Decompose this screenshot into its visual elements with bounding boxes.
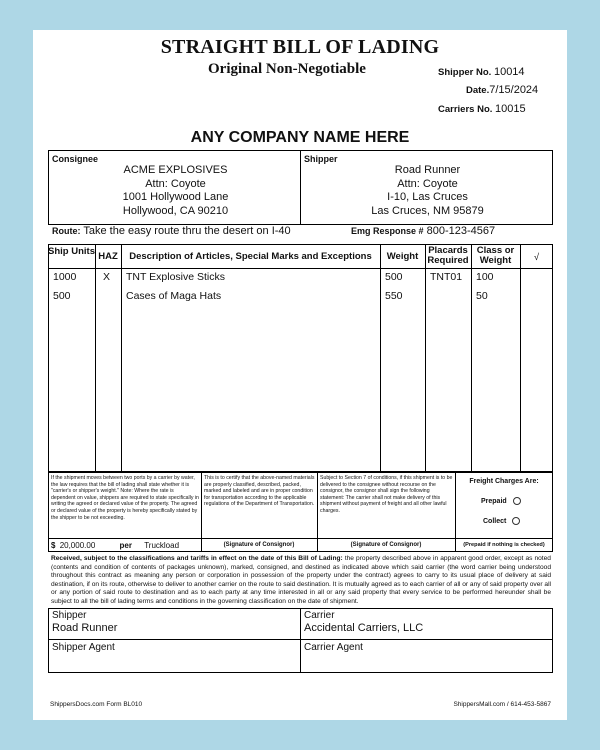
col-haz: HAZ [98,251,118,262]
received-terms: Received, subject to the classifications and tariffs in effect on the date of this Bill of Lading: the property described above in apparent good order, except as noted (contents and condition of contents of packages unknown), marked, consigned, and destined as indicated above which said carrier (the word carrier being understood throughout this contract as meaning any person or corporation in possession of the property under the contract) agrees to carry to its usual place of delivery at said destination, if on its route, otherwise to deliver to another carrier on the route to said destination. It is mutually agreed as to each carrier of all or any of said property over all or any portion of said route to destination and as to each party at any time interested in all or any said property that every service to be performed hereunder shall be subject to all the bill of lading terms and conditions in the governing classification on the date of shipment. [51,555,551,605]
shipper-label: Shipper [304,154,338,164]
section7-terms: Subject to Section 7 of conditions, if this shipment is to be delivered to the consignee without recourse on the consignor, the consignor shall sign the following statement: The carrier shall not make delivery of this shipment without payment of freight and all other lawful charges. [320,475,453,514]
date-field: Date.7/15/2024 [466,84,539,96]
prepaid-radio[interactable] [513,497,521,505]
carrier-agent-field[interactable]: Carrier Agent [304,642,363,653]
date-value[interactable]: 7/15/2024 [489,84,539,96]
certification-terms: This is to certify that the above-named materials are properly classified, described, packed, marked and labeled and are in proper condition for transportation according to the applicable regulations of the Department of Transportation. [204,475,315,508]
emergency-number: 800-123-4567 [426,225,496,237]
freight-charges-label: Freight Charges Are: [469,478,539,485]
carriers-number-value[interactable]: 10015 [495,103,526,115]
collect-radio[interactable] [512,517,520,525]
declared-value-amount[interactable]: $ 20,000.00 per Truckload [51,541,180,550]
consignor-signature-1[interactable]: (Signature of Consignor) [223,542,295,548]
bottom-carrier-label: Carrier [304,610,335,621]
document-title: STRAIGHT BILL OF LADING [160,36,440,58]
consignor-signature-2[interactable]: (Signature of Consignor) [350,542,422,548]
shipper-agent-field[interactable]: Shipper Agent [52,642,115,653]
prepaid-note: (Prepaid if nothing is checked) [463,542,545,548]
route-field[interactable]: Route: Take the easy route thru the desert on I-40 [52,225,291,237]
bill-of-lading-sheet: STRAIGHT BILL OF LADING Original Non-Negotiable Shipper No. 10014 Date.7/15/2024 Carriers No. 10015 ANY COMPANY NAME HERE Consignee ACME EXPLOSIVES Attn: Coyote 1001 Hollywood Lane Hollywood, CA 90210 Shipper Road Runner Attn: Coyote I-10, Las Cruces Las Cruces, NM 95879 Route: Take the easy route thru the desert on I-40 Emg Response # 800-123-4567 Ship Units HAZ Description of Articles, Special Marks and Exceptions Weight Placards Required Class or Weight √ 1000 X TNT Explosive Sticks 500 TNT01 100 500 Cases of Maga Hats 550 50 If the shipment moves between two ports by a carrier by water, the law requires that the bill of lading shall state whether it is "carrier's or shipper's weight." Note: Where the rate is dependent on value, shippers are required to state specifically in writing the agreed or declared value of the property. The agreed or declared value of the property is hereby specifically stated by the shipper to be not exceeding. This is to certify that the above-named materials are properly classified, described, packed, marked and labeled and are in proper condition for transportation according to the applicable regulations of the Department of Transportation. Subject to Section 7 of conditions, if this shipment is to be delivered to the consignee without recourse on the consignor, the consignor shall sign the following statement: The carrier shall not make delivery of this shipment without payment of freight and all other lawful charges. Freight Charges Are: Prepaid Collect $ 20,000.00 per Truckload (Signature of Consignor) (Signature of Consignor) (Prepaid if nothing is checked) Received, subject to the classifications and tariffs in effect on the date of this Bill of Lading: the property described above in apparent good order, except as noted (contents and condition of contents of packages unknown), marked, consigned, and destined as indicated above which said carrier (the word carrier being understood throughout this contract as meaning any person or corporation in possession of the property under the contract) agrees to carry to its usual place of delivery at said destination, if on its route, otherwise to deliver to another carrier on the route to said destination. It is mutually agreed as to each carrier of all or any of said property over all or any portion of said route to destination and as to each party at any time interested in all or any said property that every service to be performed hereunder shall be subject to all the bill of lading terms and conditions in the governing classification on the date of shipment. Shipper Road Runner Carrier Accidental Carriers, LLC Shipper Agent Carrier Agent ShippersDocs.com Form BL010 ShippersMall.com / 614-453-5867 [33,30,567,720]
route-value: Take the easy route thru the desert on I-40 [83,225,291,237]
company-name: ANY COMPANY NAME HERE [190,129,410,146]
bottom-shipper-label: Shipper [52,610,87,621]
carriers-number: Carriers No. 10015 [438,103,526,115]
col-check: √ [533,252,540,263]
col-class-weight: Class or Weight [476,245,515,266]
shipper-address[interactable]: Road Runner Attn: Coyote I-10, Las Cruces Las Cruces, NM 95879 [371,164,484,217]
bottom-shipper-value[interactable]: Road Runner [52,622,118,634]
declared-value-terms: If the shipment moves between two ports by a carrier by water, the law requires that the bill of lading shall state whether it is "carrier's or shipper's weight." Note: Where the rate is dependent on value, shippers are required to state specifically in writing the agreed or declared value of the property. The agreed or declared value of the property is hereby specifically stated by the shipper to be not exceeding. [51,475,199,521]
shipper-number: Shipper No. 10014 [438,66,525,78]
col-description: Description of Articles, Special Marks and Exceptions [129,251,372,262]
footer-form-id: ShippersDocs.com Form BL010 [50,701,143,708]
prepaid-option[interactable]: Prepaid [481,497,521,505]
col-ship-units: Ship Units [48,246,95,257]
bottom-carrier-value[interactable]: Accidental Carriers, LLC [304,622,424,634]
col-weight: Weight [386,251,419,262]
collect-option[interactable]: Collect [483,517,520,525]
document-subtitle: Original Non-Negotiable [208,61,366,77]
consignee-label: Consignee [52,154,99,164]
consignee-address[interactable]: ACME EXPLOSIVES Attn: Coyote 1001 Hollywood Lane Hollywood, CA 90210 [122,164,229,217]
col-placards: Placards Required [427,245,469,266]
footer-contact: ShippersMall.com / 614-453-5867 [453,701,551,708]
emergency-response[interactable]: Emg Response # 800-123-4567 [351,225,496,237]
shipper-number-value[interactable]: 10014 [493,66,525,78]
